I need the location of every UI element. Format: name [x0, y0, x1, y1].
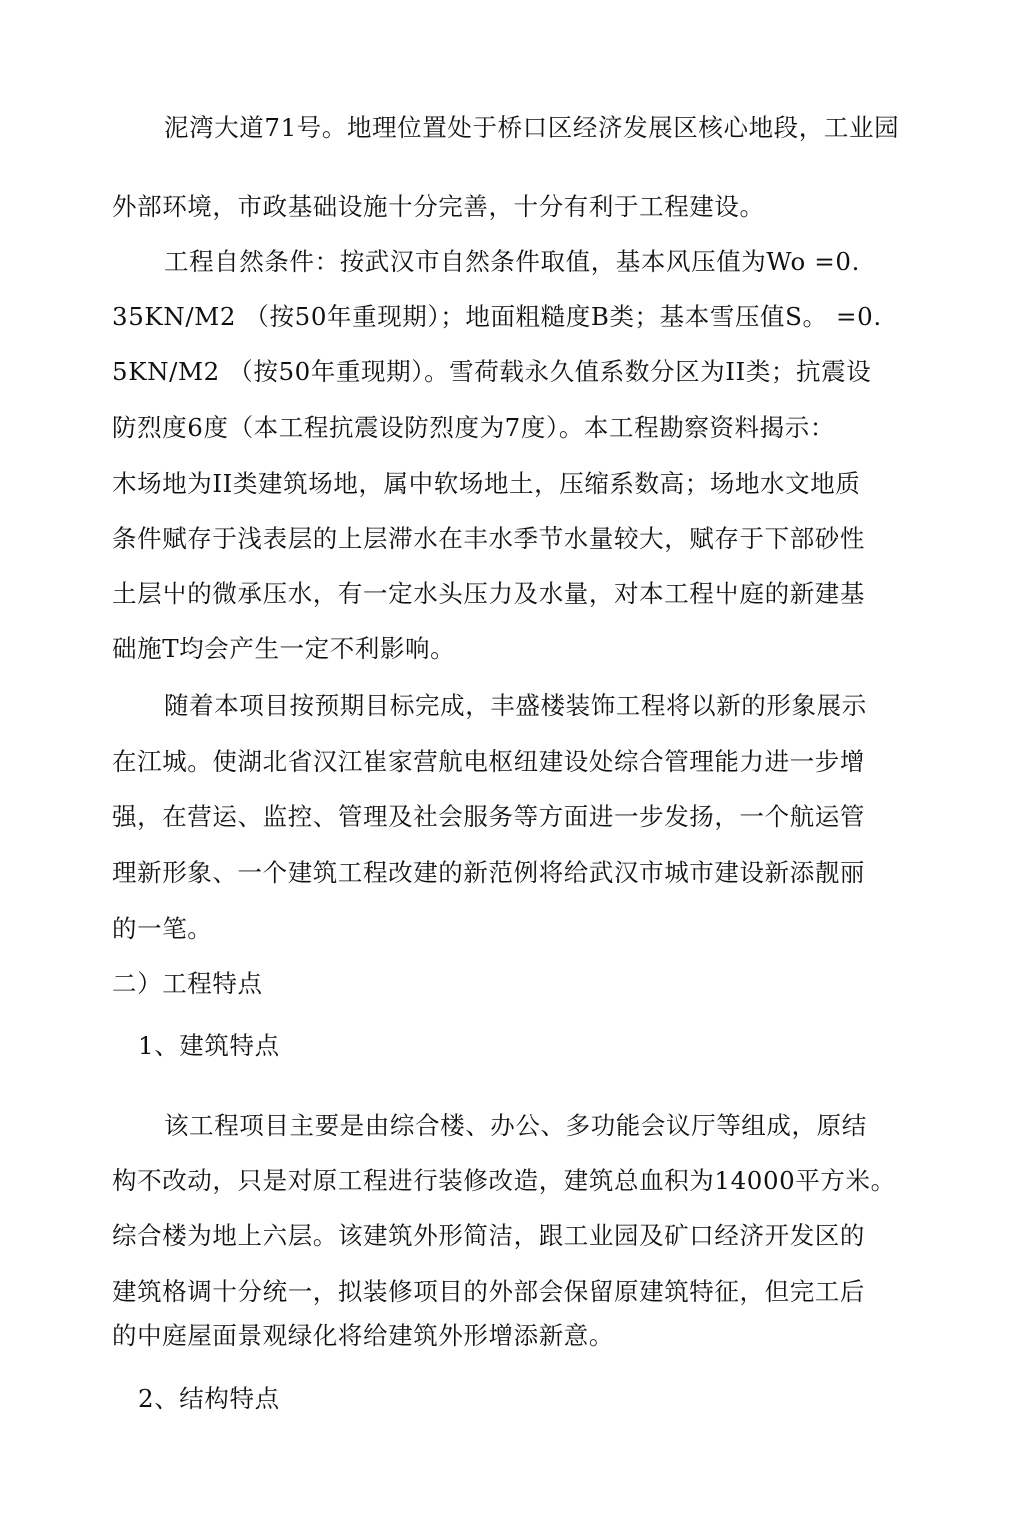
paragraph-line: 木场地为II类建筑场地，属中软场地土，压缩系数高；场地水文地质 — [112, 469, 861, 498]
paragraph-line: 综合楼为地上六层。该建筑外形简洁，跟工业园及矿口经济开发区的 — [112, 1221, 865, 1250]
subsection-heading: 2、结构特点 — [138, 1384, 280, 1413]
paragraph-line: 土层屮的微承压水，有一定水头压力及水量，对本工程屮庭的新建基 — [112, 579, 865, 608]
section-heading: 二）工程特点 — [112, 969, 263, 998]
paragraph-line: 35KN/M2 （按50年重现期）；地面粗糙度B类；基本雪压值S。 =0. — [112, 302, 882, 331]
paragraph-line: 理新形象、一个建筑工程改建的新范例将给武汉市城市建设新添靓丽 — [112, 858, 865, 887]
paragraph-line: 随着本项目按预期目标完成，丰盛楼装饰工程将以新的形象展示 — [164, 691, 867, 720]
paragraph-line: 工程自然条件：按武汉市自然条件取值，基本风压值为Wo =0. — [164, 247, 860, 276]
paragraph-line: 础施T均会产生一定不利影响。 — [112, 634, 456, 663]
paragraph-line: 的中庭屋面景观绿化将给建筑外形增添新意。 — [112, 1321, 614, 1350]
paragraph-line: 条件赋存于浅表层的上层滞水在丰水季节水量较大，赋存于下部砂性 — [112, 524, 865, 553]
paragraph-line: 防烈度6度（本工程抗震设防烈度为7度）。本工程勘察资料揭示： — [112, 413, 835, 442]
paragraph-line: 在江城。使湖北省汉江崔家营航电枢纽建设处综合管理能力进一步增 — [112, 747, 865, 776]
paragraph-line: 泥湾大道71号。地理位置处于桥口区经济发展区核心地段，工业园 — [164, 113, 900, 142]
paragraph-line: 强，在营运、监控、管理及社会服务等方面进一步发扬，一个航运管 — [112, 802, 865, 831]
paragraph-line: 该工程项目主要是由综合楼、办公、多功能会议厅等组成，原结 — [164, 1111, 867, 1140]
paragraph-line: 外部环境，市政基础设施十分完善，十分有利于工程建设。 — [112, 192, 765, 221]
paragraph-line: 的一笔。 — [112, 914, 213, 943]
subsection-heading: 1、建筑特点 — [138, 1031, 280, 1060]
paragraph-line: 建筑格调十分统一，拟装修项目的外部会保留原建筑特征，但完工后 — [112, 1277, 865, 1306]
paragraph-line: 5KN/M2 （按50年重现期）。雪荷载永久值系数分区为II类；抗震设 — [112, 357, 872, 386]
paragraph-line: 构不改动，只是对原工程进行装修改造，建筑总血积为14000平方米。 — [112, 1166, 896, 1195]
